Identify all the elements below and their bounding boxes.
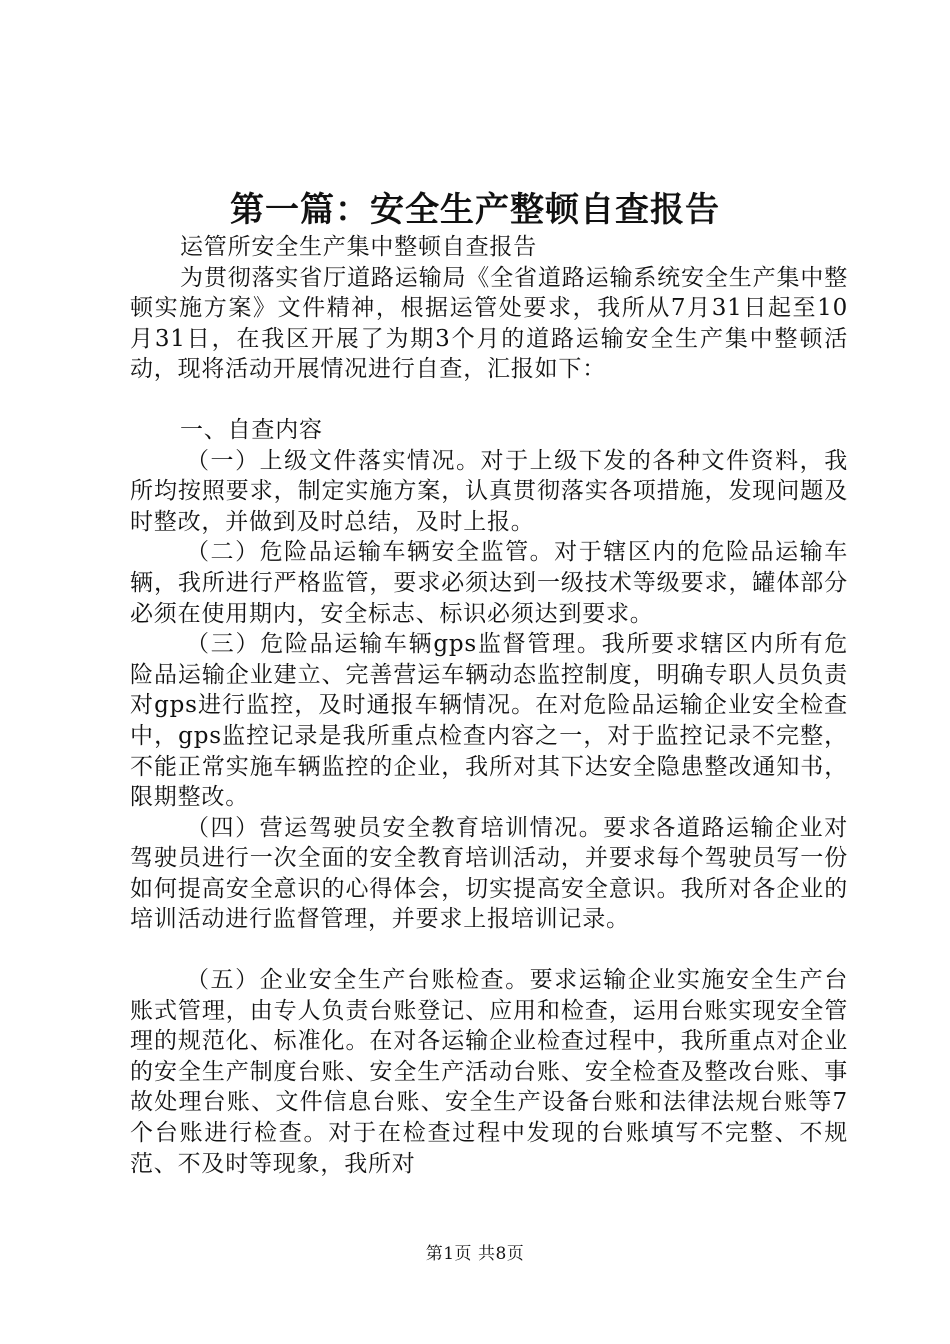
item-paragraph-3: （三）危险品运输车辆gps监督管理。我所要求辖区内所有危险品运输企业建立、完善营运车辆动态监控制度，明确专职人员负责对gps进行监控，及时通报车辆情况。在对危险品运输企业安全检查中，gps监控记录是我所重点检查内容之一，对于监控记录不完整，不能正常实施车辆监控的企业，我所对其下达安全隐患整改通知书，限期整改。 [130, 631, 848, 811]
section-heading: 一、自查内容 [180, 416, 323, 443]
item-paragraph-5: （五）企业安全生产台账检查。要求运输企业实施安全生产台账式管理，由专人负责台账登记、应用和检查，运用台账实现安全管理的规范化、标准化。在对各运输企业检查过程中，我所重点对企业的安全生产制度台账、安全生产活动台账、安全检查及整改台账、事故处理台账、文件信息台账、安全生产设备台账和法律法规台账等7个台账进行检查。对于在检查过程中发现的台账填写不完整、不规范、不及时等现象，我所对 [130, 967, 848, 1177]
document-body [130, 232, 848, 1179]
item-paragraph-2: （二）危险品运输车辆安全监管。对于辖区内的危险品运输车辆，我所进行严格监管，要求必须达到一级技术等级要求，罐体部分必须在使用期内，安全标志、标识必须达到要求。 [130, 539, 848, 627]
item-paragraph-1: （一）上级文件落实情况。对于上级下发的各种文件资料，我所均按照要求，制定实施方案，认真贯彻落实各项措施，发现问题及时整改，并做到及时总结，及时上报。 [130, 447, 848, 535]
document-title: 第一篇：安全生产整顿自查报告 [230, 190, 720, 230]
intro-paragraph: 为贯彻落实省厅道路运输局《全省道路运输系统安全生产集中整顿实施方案》文件精神，根据运管处要求，我所从7月31日起至10月31日，在我区开展了为期3个月的道路运输安全生产集中整顿活动，现将活动开展情况进行自查，汇报如下： [130, 264, 848, 383]
page-number-footer: 第1页 共8页 [425, 1244, 525, 1264]
report-subtitle: 运管所安全生产集中整顿自查报告 [180, 234, 537, 260]
item-paragraph-4: （四）营运驾驶员安全教育培训情况。要求各道路运输企业对驾驶员进行一次全面的安全教育培训活动，并要求每个驾驶员写一份如何提高安全意识的心得体会，切实提高安全意识。我所对各企业的培训活动进行监督管理，并要求上报培训记录。 [130, 814, 848, 933]
